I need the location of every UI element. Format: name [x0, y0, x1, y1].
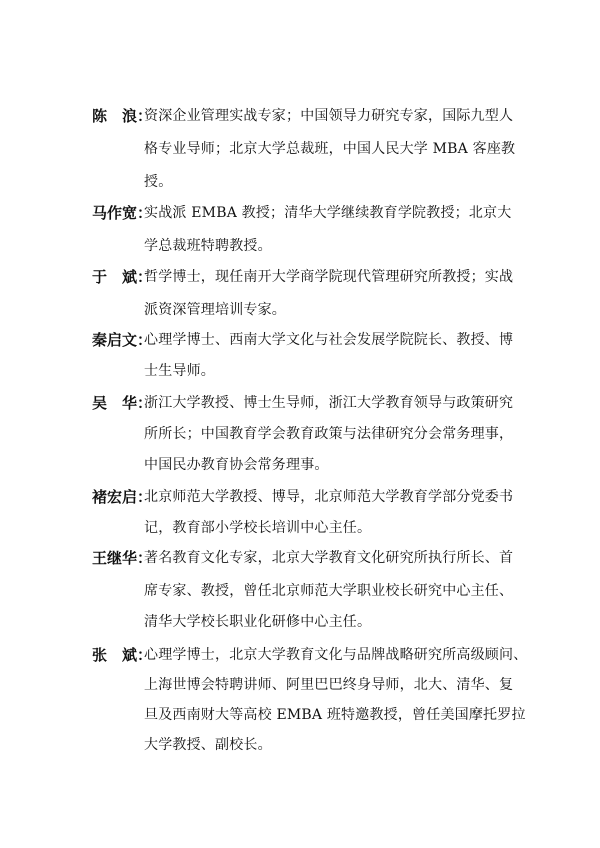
bio-line: 大学教授、副校长。 — [144, 737, 272, 753]
bio-line: 学总裁班特聘教授。 — [144, 238, 272, 254]
bio-line: 格专业导师；北京大学总裁班，中国人民大学 MBA 客座教 — [144, 141, 516, 157]
bio-line: 中国民办教育协会常务理事。 — [144, 457, 329, 473]
bio-line: 心理学博士，北京大学教育文化与品牌战略研究所高级顾问、 — [144, 647, 528, 663]
bio-line: 席专家、教授，曾任北京师范大学职业校长研究中心主任、 — [144, 583, 514, 599]
person-name: 于 斌： — [92, 268, 153, 286]
bio-line: 浙江大学教授、博士生导师，浙江大学教育领导与政策研究 — [144, 395, 514, 411]
person-name: 马作宽： — [92, 204, 153, 222]
bio-line: 派资深管理培训专家。 — [144, 302, 286, 318]
bio-line: 北京师范大学教授、博导，北京师范大学教育学部分党委书 — [144, 489, 514, 505]
bio-line: 记，教育部小学校长培训中心主任。 — [144, 520, 372, 536]
person-name: 褚宏启： — [92, 488, 153, 506]
bio-line: 心理学博士、西南大学文化与社会发展学院院长、教授、博 — [144, 332, 514, 348]
bio-line: 授。 — [144, 174, 173, 190]
bio-line: 士生导师。 — [144, 363, 215, 379]
person-name: 吴 华： — [92, 394, 153, 412]
bio-line: 实战派 EMBA 教授；清华大学继续教育学院教授；北京大 — [144, 205, 512, 221]
bio-line: 旦及西南财大等高校 EMBA 班特邀教授，曾任美国摩托罗拉 — [144, 707, 526, 723]
bio-line: 著名教育文化专家，北京大学教育文化研究所执行所长、首 — [144, 550, 514, 566]
bio-line: 上海世博会特聘讲师、阿里巴巴终身导师，北大、清华、复 — [144, 677, 514, 693]
person-name: 王继华： — [92, 549, 153, 567]
bio-line: 所所长；中国教育学会教育政策与法律研究分会常务理事， — [144, 426, 514, 442]
person-name: 陈 浪： — [92, 107, 153, 125]
bio-line: 清华大学校长职业化研修中心主任。 — [144, 614, 372, 630]
bio-line: 资深企业管理实战专家；中国领导力研究专家，国际九型人 — [144, 108, 514, 124]
person-name: 张 斌： — [92, 646, 153, 664]
bio-line: 哲学博士，现任南开大学商学院现代管理研究所教授；实战 — [144, 269, 514, 285]
person-name: 秦启文： — [92, 331, 153, 349]
